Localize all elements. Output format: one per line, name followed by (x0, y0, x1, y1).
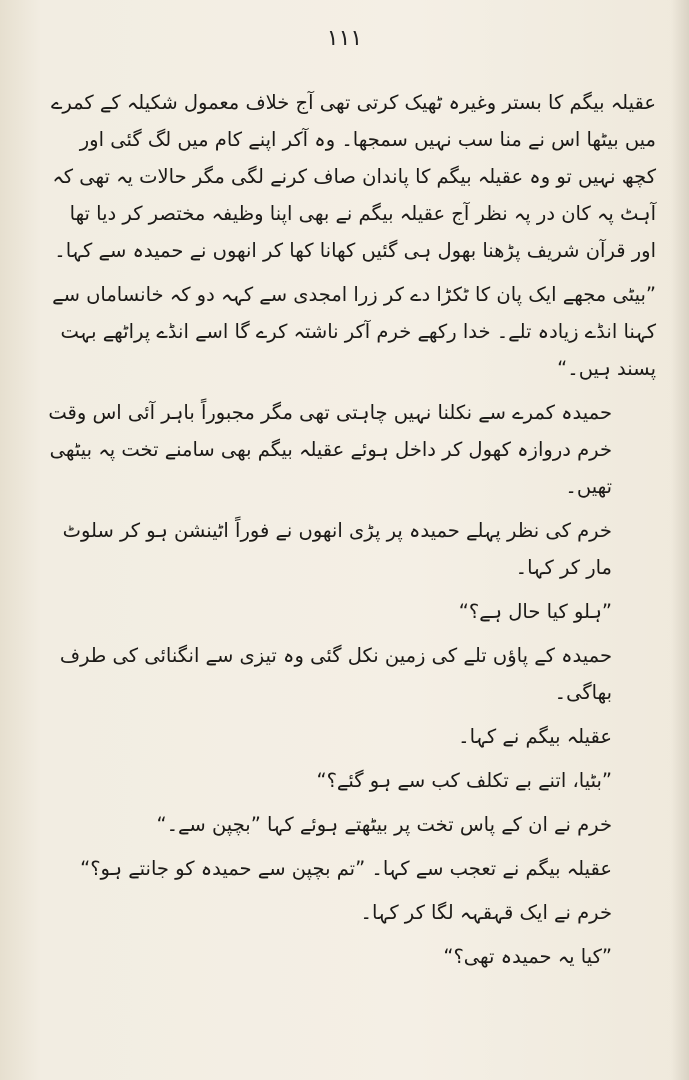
paragraph-10: عقیلہ بیگم نے تعجب سے کہا۔ ”تم بچپن سے حمیدہ کو جانتے ہو؟“ (80, 857, 612, 880)
page-number: ۱۱۱ (326, 26, 363, 51)
paragraph-7: عقیلہ بیگم نے کہا۔ (458, 725, 612, 748)
paragraph-9: خرم نے ان کے پاس تخت پر بیٹھتے ہوئے کہا ”بچپن سے۔“ (156, 813, 612, 836)
paragraph-3: حمیدہ کمرے سے نکلنا نہیں چاہتی تھی مگر مجبوراً باہر آئی اس وقت خرم دروازہ کھول کر داخل ہوئے عقیلہ بیگم بھی سامنے تخت پہ بیٹھی تھیں۔ (48, 401, 612, 498)
paragraph-11: خرم نے ایک قہقہہ لگا کر کہا۔ (360, 901, 612, 924)
paragraph-5: ”ہلو کیا حال ہے؟“ (458, 600, 612, 623)
paragraph-12: ”کیا یہ حمیدہ تھی؟“ (443, 945, 612, 968)
paragraph-1: عقیلہ بیگم کا بستر وغیرہ ٹھیک کرتی تھی آج خلاف معمول شکیلہ کے کمرے میں بیٹھا اس نے منا سب نہیں سمجھا۔ وہ آکر اپنے کام میں لگ گئی اور کچھ نہیں تو وہ عقیلہ بیگم کا پاندان صاف کرنے لگی مگر حالات یہ تھی کہ آہٹ پہ کان در پہ نظر آج عقیلہ بیگم نے بھی اپنا وظیفہ مختصر کر دیا تھا اور قرآن شریف پڑھنا بھول ہی گئیں کھانا کھا کر انھوں نے حمیدہ سے کہا۔ (50, 91, 656, 262)
paragraph-2: ”بیٹی مجھے ایک پان کا ٹکڑا دے کر زرا امجدی سے کہہ دو کہ خانساماں سے کہنا انڈے زیادہ تلے۔ خدا رکھے خرم آکر ناشتہ کرے گا اسے انڈے پراٹھے بہت پسند ہیں۔“ (52, 283, 656, 380)
paragraph-8: ”بٹیا، اتنے بے تکلف کب سے ہو گئے؟“ (316, 769, 612, 792)
paragraph-6: حمیدہ کے پاؤں تلے کی زمین نکل گئی وہ تیزی سے انگنائی کی طرف بھاگی۔ (59, 644, 612, 704)
page-body-text (44, 84, 656, 982)
paragraph-4: خرم کی نظر پہلے حمیدہ پر پڑی انھوں نے فوراً اٹینشن ہو کر سلوٹ مار کر کہا۔ (62, 519, 612, 579)
